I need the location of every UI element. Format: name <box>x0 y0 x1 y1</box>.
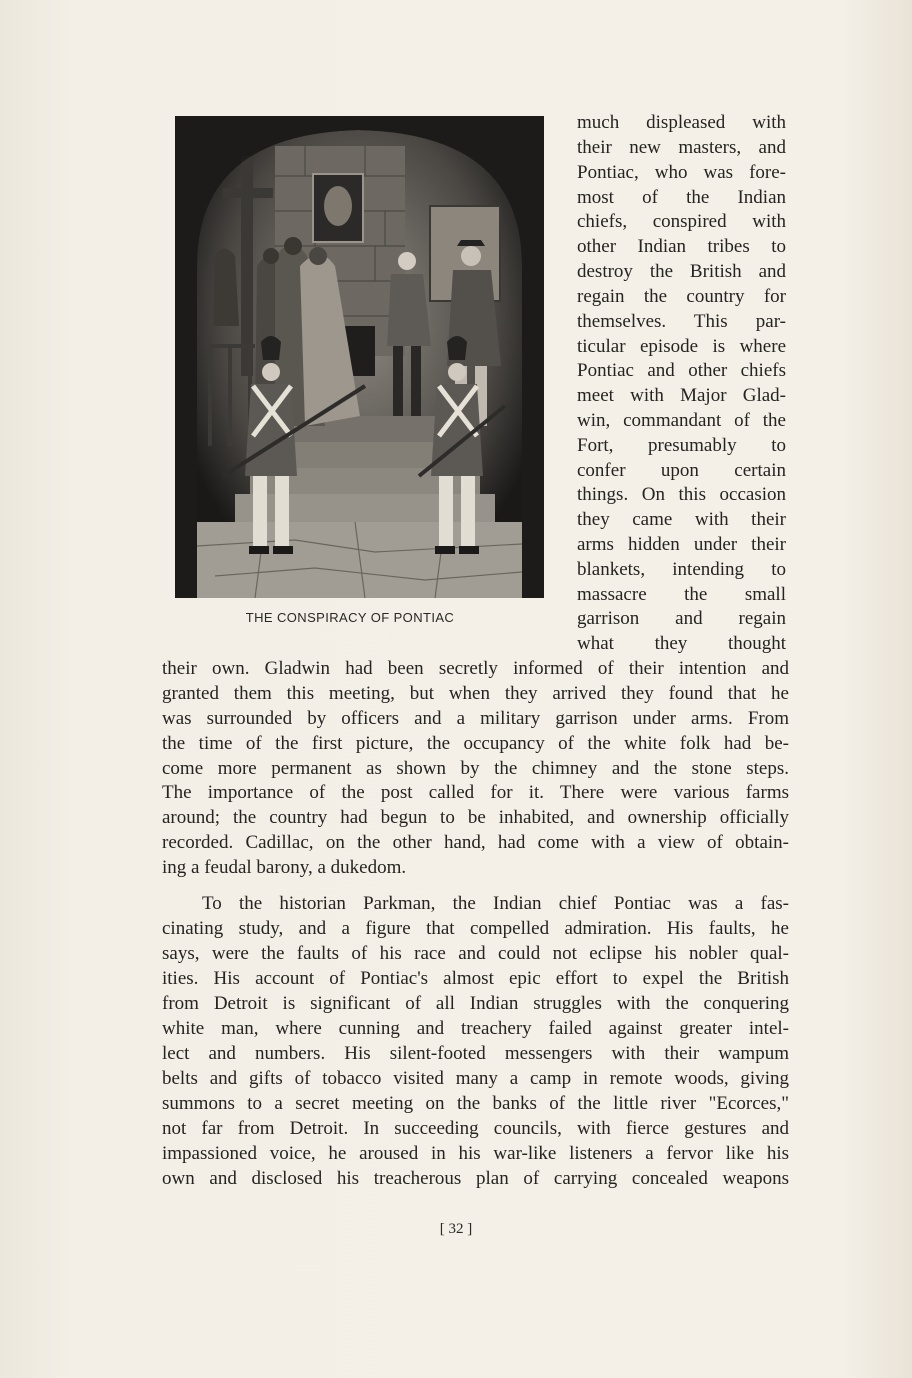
text-line: massacre the small <box>577 584 786 605</box>
text-line: win, commandant of the <box>577 410 786 431</box>
text-line: arms hidden under their <box>577 534 786 555</box>
text-line: the time of the first picture, the occupancy of the white folk had be- <box>162 733 789 754</box>
text-line: To the historian Parkman, the Indian chief Pontiac was a fas- <box>202 893 789 914</box>
text-line: destroy the British and <box>577 261 786 282</box>
text-line: recorded. Cadillac, on the other hand, had come with a view of obtain- <box>162 832 789 853</box>
text-line: around; the country had begun to be inhabited, and ownership officially <box>162 807 789 828</box>
text-line: garrison and regain <box>577 608 786 629</box>
text-line: other Indian tribes to <box>577 236 786 257</box>
text-line: was surrounded by officers and a military garrison under arms. From <box>162 708 789 729</box>
text-line: their own. Gladwin had been secretly informed of their intention and <box>162 658 789 679</box>
text-line: ticular episode is where <box>577 336 786 357</box>
text-line: Pontiac, who was fore- <box>577 162 786 183</box>
text-line: granted them this meeting, but when they arrived they found that he <box>162 683 789 704</box>
text-line: belts and gifts of tobacco visited many a camp in remote woods, giving <box>162 1068 789 1089</box>
text-line: impassioned voice, he aroused in his war-like listeners a fervor like his <box>162 1143 789 1164</box>
text-line: Pontiac and other chiefs <box>577 360 786 381</box>
text-line: meet with Major Glad- <box>577 385 786 406</box>
illustration-conspiracy-of-pontiac <box>175 116 544 598</box>
text-line: what they thought <box>577 633 786 654</box>
text-line: regain the country for <box>577 286 786 307</box>
text-line: their new masters, and <box>577 137 786 158</box>
text-line: blankets, intending to <box>577 559 786 580</box>
text-line: they came with their <box>577 509 786 530</box>
text-line: chiefs, conspired with <box>577 211 786 232</box>
text-line: ities. His account of Pontiac's almost epic effort to expel the British <box>162 968 789 989</box>
text-line: ing a feudal barony, a dukedom. <box>162 857 407 878</box>
page-number: [ 32 ] <box>439 1221 473 1237</box>
text-line: themselves. This par- <box>577 311 786 332</box>
text-line: cinating study, and a figure that compelled admiration. His faults, he <box>162 918 789 939</box>
text-line: The importance of the post called for it. There were various farms <box>162 782 789 803</box>
illustration-artwork <box>175 116 544 598</box>
text-line: summons to a secret meeting on the banks of the little river "Ecorces," <box>162 1093 789 1114</box>
text-line: says, were the faults of his race and could not eclipse his nobler qual- <box>162 943 789 964</box>
text-line: white man, where cunning and treachery failed against greater intel- <box>162 1018 789 1039</box>
text-line: not far from Detroit. In succeeding councils, with fierce gestures and <box>162 1118 789 1139</box>
text-line: own and disclosed his treacherous plan of carrying concealed weapons <box>162 1168 789 1189</box>
text-line: Fort, presumably to <box>577 435 786 456</box>
text-line: much displeased with <box>577 112 786 133</box>
text-line: from Detroit is significant of all Indian struggles with the conquering <box>162 993 789 1014</box>
text-line: most of the Indian <box>577 187 786 208</box>
text-line: lect and numbers. His silent-footed messengers with their wampum <box>162 1043 789 1064</box>
figure-caption: THE CONSPIRACY OF PONTIAC <box>245 610 455 625</box>
text-line: confer upon certain <box>577 460 786 481</box>
text-line: come more permanent as shown by the chimney and the stone steps. <box>162 758 789 779</box>
text-line: things. On this occasion <box>577 484 786 505</box>
